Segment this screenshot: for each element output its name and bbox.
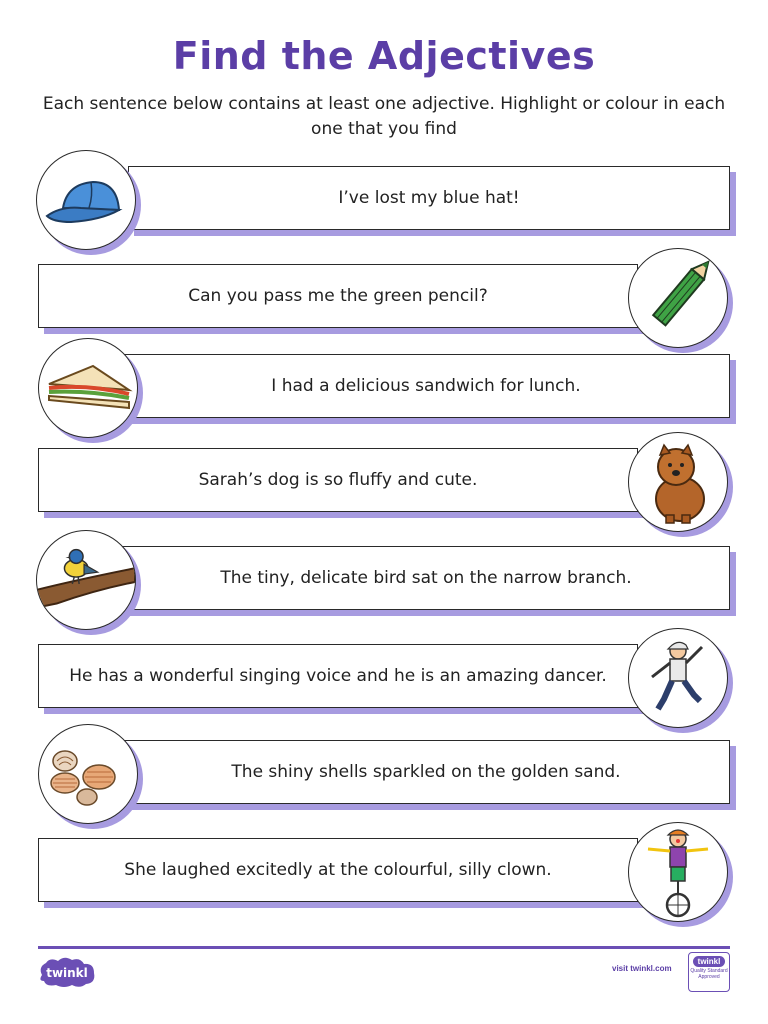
quality-badge — [688, 952, 730, 992]
sentence-text: Sarah’s dog is so fluffy and cute. — [198, 470, 478, 490]
sentence-row — [0, 818, 768, 928]
badge-text: Quality Standard Approved — [690, 968, 728, 980]
sentence-box — [122, 740, 730, 804]
shells-icon — [38, 724, 138, 824]
sentence-box — [38, 644, 638, 708]
twinkl-logo-text: twinkl — [46, 966, 88, 980]
sentence-row — [0, 526, 768, 636]
blue-cap-icon — [36, 150, 136, 250]
badge-logo: twinkl — [693, 956, 725, 967]
sentence-box — [38, 264, 638, 328]
sentence-box — [128, 166, 730, 230]
sentence-text: Can you pass me the green pencil? — [188, 286, 488, 306]
bird-on-branch-icon — [36, 530, 136, 630]
dancer-icon — [628, 628, 728, 728]
sentence-row — [0, 428, 768, 538]
sentence-box — [122, 546, 730, 610]
sandwich-icon — [38, 338, 138, 438]
sentence-text: He has a wonderful singing voice and he is an amazing dancer. — [69, 666, 607, 686]
sentence-row — [0, 624, 768, 734]
sentence-text: I’ve lost my blue hat! — [338, 188, 520, 208]
sentence-text: The tiny, delicate bird sat on the narrow branch. — [220, 568, 632, 588]
clown-on-unicycle-icon — [628, 822, 728, 922]
sentence-box — [122, 354, 730, 418]
page-title: Find the Adjectives — [172, 34, 596, 78]
sentence-row — [0, 720, 768, 830]
green-pencil-icon — [628, 248, 728, 348]
sentence-box — [38, 838, 638, 902]
fluffy-dog-icon — [628, 432, 728, 532]
visit-link[interactable]: visit twinkl.com — [612, 964, 672, 973]
instructions: Each sentence below contains at least one adjective. Highlight or colour in each one that you find — [42, 94, 726, 139]
sentence-text: She laughed excitedly at the colourful, silly clown. — [124, 860, 552, 880]
sentence-text: I had a delicious sandwich for lunch. — [271, 376, 581, 396]
sentence-text: The shiny shells sparkled on the golden sand. — [231, 762, 621, 782]
sentence-row — [0, 146, 768, 256]
sentence-box — [38, 448, 638, 512]
twinkl-logo[interactable] — [36, 955, 98, 989]
footer-divider — [38, 946, 730, 949]
